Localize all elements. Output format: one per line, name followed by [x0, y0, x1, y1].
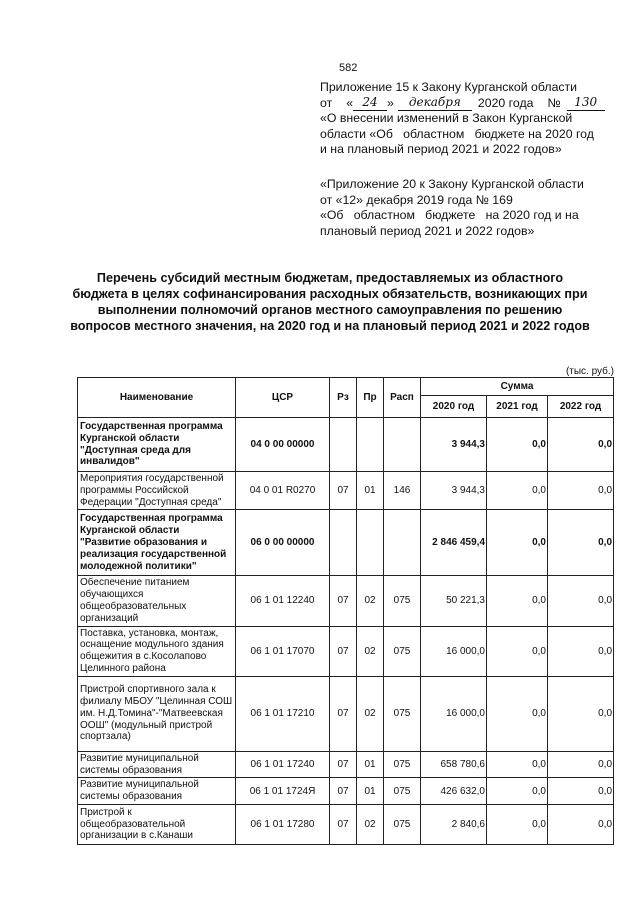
subsidies-table [77, 377, 614, 845]
row-rasp: 146 [384, 472, 421, 510]
row-csr: 06 0 00 00000 [236, 510, 330, 576]
row-rz: 07 [330, 778, 357, 805]
row-pr: 02 [357, 576, 384, 626]
row-rz: 07 [330, 472, 357, 510]
row-csr: 04 0 00 00000 [236, 418, 330, 472]
number-sign: № [547, 95, 561, 110]
title-line-3: выполнении полномочий органов местного самоуправления по решению [97, 303, 563, 317]
row-pr: 01 [357, 472, 384, 510]
row-name: Развитие муниципальной системы образования [78, 778, 236, 805]
row-name: Государственная программа Курганской области "Доступная среда для инвалидов" [78, 418, 236, 472]
row-value-2020: 16 000,0 [421, 626, 487, 676]
year-text: 2020 года [477, 95, 534, 110]
row-value-2022: 0,0 [548, 576, 614, 626]
row-rz [330, 418, 357, 472]
row-value-2021: 0,0 [487, 472, 548, 510]
row-value-2022: 0,0 [548, 676, 614, 751]
prior-appendix-title: «Приложение 20 к Закону Курганской области [320, 177, 584, 191]
row-value-2021: 0,0 [487, 676, 548, 751]
table-row [78, 676, 614, 751]
row-rasp: 075 [384, 778, 421, 805]
row-value-2020: 3 944,3 [421, 472, 487, 510]
row-value-2022: 0,0 [548, 751, 614, 778]
row-name: Пристрой спортивного зала к филиалу МБОУ "Целинная СОШ им. Н.Д.Томина"-"Матвеевская ООШ" (модульный пристрой спортзала) [78, 676, 236, 751]
row-csr: 06 1 01 1724Я [236, 778, 330, 805]
header-2021: 2021 год [487, 396, 548, 418]
row-value-2022: 0,0 [548, 510, 614, 576]
row-pr: 01 [357, 778, 384, 805]
title-line-1: Перечень субсидий местным бюджетам, предоставляемых из областного [96, 271, 564, 285]
row-name: Мероприятия государственной программы Российской Федерации "Доступная среда" [78, 472, 236, 510]
row-value-2021: 0,0 [487, 576, 548, 626]
row-value-2021: 0,0 [487, 778, 548, 805]
row-pr: 02 [357, 676, 384, 751]
row-name: Развитие муниципальной системы образования [78, 751, 236, 778]
from-label: от [320, 95, 333, 110]
row-rz: 07 [330, 626, 357, 676]
row-rasp: 075 [384, 626, 421, 676]
handwritten-day: 24 [353, 96, 387, 112]
table-row [78, 510, 614, 576]
table-row [78, 751, 614, 778]
row-csr: 06 1 01 17210 [236, 676, 330, 751]
row-rz: 07 [330, 751, 357, 778]
row-pr: 02 [357, 804, 384, 844]
row-pr: 02 [357, 626, 384, 676]
row-value-2022: 0,0 [548, 472, 614, 510]
row-rz: 07 [330, 804, 357, 844]
prior-law-title-1: «Об областном бюджете на 2020 год и на [320, 208, 579, 223]
row-rz: 07 [330, 576, 357, 626]
row-value-2021: 0,0 [487, 804, 548, 844]
title-line-2: бюджета в целях софинансирования расходных обязательств, возникающих при [72, 287, 588, 301]
prior-appendix-header [320, 177, 620, 239]
header-sum: Сумма [421, 378, 614, 396]
appendix-date-line [320, 96, 625, 112]
header-csr: ЦСР [236, 378, 330, 418]
row-value-2020: 3 944,3 [421, 418, 487, 472]
row-name: Государственная программа Курганской области "Развитие образования и реализация государственной молодежной политики" [78, 510, 236, 576]
row-name: Поставка, установка, монтаж, оснащение модульного здания общежития в с.Косолапово Целинного района [78, 626, 236, 676]
table-row [78, 576, 614, 626]
document-title [40, 270, 620, 334]
row-value-2021: 0,0 [487, 510, 548, 576]
table-row [78, 418, 614, 472]
row-value-2020: 2 840,6 [421, 804, 487, 844]
row-rasp: 075 [384, 676, 421, 751]
appendix-header [320, 80, 625, 158]
row-value-2020: 50 221,3 [421, 576, 487, 626]
row-csr: 06 1 01 17070 [236, 626, 330, 676]
row-pr [357, 418, 384, 472]
header-2020: 2020 год [421, 396, 487, 418]
row-rasp: 075 [384, 751, 421, 778]
appendix-title: Приложение 15 к Закону Курганской области [320, 80, 578, 94]
header-rasp: Расп [384, 378, 421, 418]
row-value-2020: 658 780,6 [421, 751, 487, 778]
row-rasp [384, 418, 421, 472]
row-value-2021: 0,0 [487, 418, 548, 472]
table-row [78, 778, 614, 805]
prior-law-title-2: плановый период 2021 и 2022 годов» [320, 223, 535, 238]
prior-appendix-date: от «12» декабря 2019 года № 169 [320, 192, 513, 207]
row-csr: 06 1 01 12240 [236, 576, 330, 626]
row-value-2020: 16 000,0 [421, 676, 487, 751]
table-row [78, 472, 614, 510]
table-body [78, 418, 614, 845]
row-name: Пристрой к общеобразовательной организации в с.Канаши [78, 804, 236, 844]
row-value-2022: 0,0 [548, 418, 614, 472]
row-name: Обеспечение питанием обучающихся общеобразовательных организаций [78, 576, 236, 626]
table-row [78, 804, 614, 844]
row-value-2021: 0,0 [487, 626, 548, 676]
row-rz [330, 510, 357, 576]
handwritten-month: декабря [398, 96, 472, 112]
row-pr: 01 [357, 751, 384, 778]
row-value-2020: 426 632,0 [421, 778, 487, 805]
row-rasp [384, 510, 421, 576]
page-number: 582 [339, 62, 358, 74]
row-rz: 07 [330, 676, 357, 751]
header-name: Наименование [78, 378, 236, 418]
handwritten-number: 130 [567, 96, 605, 112]
row-value-2021: 0,0 [487, 751, 548, 778]
unit-label: (тыс. руб.) [565, 366, 614, 377]
row-rasp: 075 [384, 804, 421, 844]
row-value-2022: 0,0 [548, 626, 614, 676]
row-value-2022: 0,0 [548, 778, 614, 805]
law-title-line-1: «О внесении изменений в Закон Курганской [320, 111, 573, 126]
table-row [78, 626, 614, 676]
row-value-2020: 2 846 459,4 [421, 510, 487, 576]
row-pr [357, 510, 384, 576]
row-csr: 04 0 01 R0270 [236, 472, 330, 510]
header-pr: Пр [357, 378, 384, 418]
title-line-4: вопросов местного значения, на 2020 год и на плановый период 2021 и 2022 годов [70, 319, 590, 333]
law-title-line-2: области «Об областном бюджете на 2020 год [320, 126, 594, 141]
day-close-quote: » [387, 95, 394, 110]
header-2022: 2022 год [548, 396, 614, 418]
law-title-line-3: и на плановый период 2021 и 2022 годов» [320, 142, 562, 157]
row-csr: 06 1 01 17280 [236, 804, 330, 844]
row-csr: 06 1 01 17240 [236, 751, 330, 778]
day-open-quote: « [346, 95, 354, 110]
header-rz: Рз [330, 378, 357, 418]
row-rasp: 075 [384, 576, 421, 626]
row-value-2022: 0,0 [548, 804, 614, 844]
